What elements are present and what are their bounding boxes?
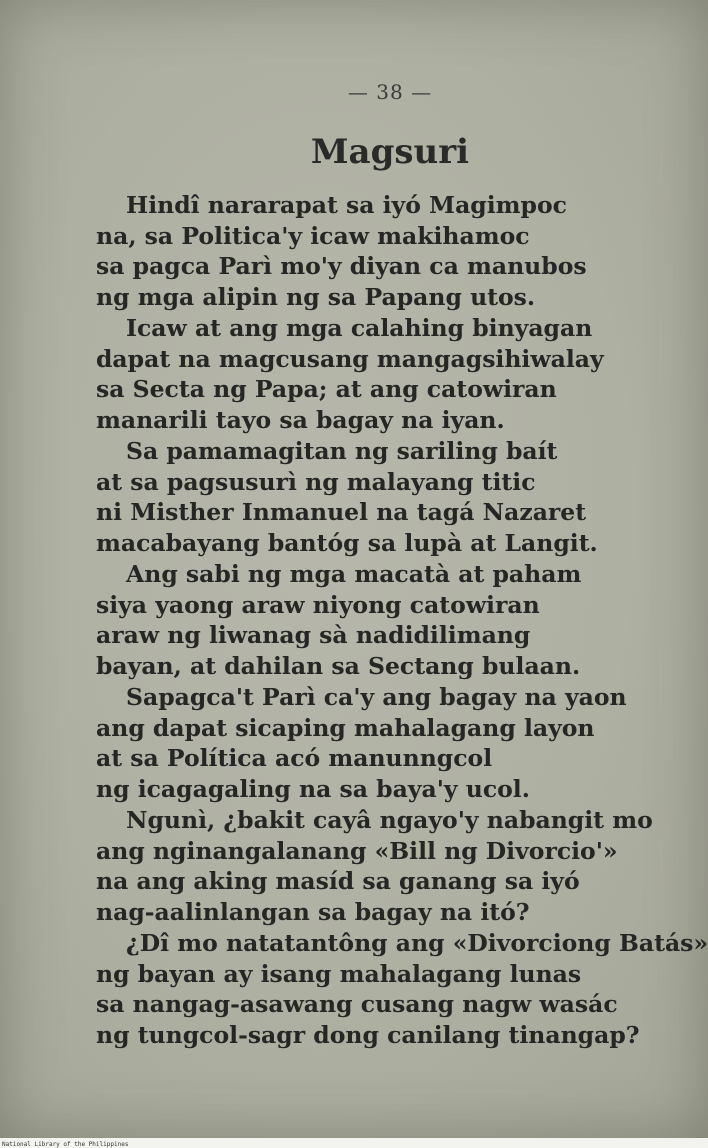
poem-line: at sa Política acó manunngcol [96,744,493,772]
poem-line: araw ng liwanag sà nadidilimang [96,621,531,649]
stanza-3 [96,436,656,558]
poem-line: ni Misther Inmanuel na tagá Nazaret [96,498,587,526]
stanza-2 [96,313,656,435]
stanza-4 [96,559,656,681]
poem-line: siya yaong araw niyong catowiran [96,590,540,619]
poem-line: Ngunì, ¿bakit cayâ ngayo'y nabangit mo [126,806,653,834]
poem-line: sa pagca Parì mo'y diyan ca manubos [96,252,587,280]
poem-line: at sa pagsusurì ng malayang titic [96,467,536,496]
poem-line: na, sa Politica'y icaw makihamoc [96,221,530,250]
poem-line: ng mga alipin ng sa Papang utos. [96,282,536,311]
poem-line: nag-aalinlangan sa bagay na itó? [96,897,530,926]
poem-line: bayan, at dahilan sa Sectang bulaan. [96,651,581,680]
library-credit: National Library of the Philippines [2,1141,129,1148]
stanza-7 [96,928,708,1050]
poem-line: ang dapat sicaping mahalagang layon [96,713,595,742]
poem-line: ¿Dî mo natatantông ang «Divorciong Batás» [126,929,708,957]
poem-line: Sapagca't Parì ca'y ang bagay na yaon [126,683,627,711]
page-number: — 38 — [347,80,433,104]
poem-title: Magsuri [310,132,470,172]
poem-line: ng bayan ay isang mahalagang lunas [96,959,582,988]
poem-line: ng icagagaling na sa baya'y ucol. [96,774,530,803]
poem-line: sa Secta ng Papa; at ang catowiran [96,375,557,403]
stanza-5 [96,682,656,804]
poem-line: na ang aking masíd sa ganang sa iyó [96,867,580,895]
stanza-1 [96,190,656,312]
poem-line: Sa pamamagitan ng sariling baít [126,437,558,465]
poem-line: Hindî nararapat sa iyó Magimpoc [126,191,567,219]
poem-line: manarili tayo sa bagay na iyan. [96,405,505,434]
poem-line: dapat na magcusang mangagsihiwalay [96,344,604,373]
poem-body [96,190,708,1051]
poem-line: ang nginangalanang «Bill ng Divorcio'» [96,836,618,865]
poem-line: ng tungcol-sagr dong canilang tinangap? [96,1020,640,1049]
poem-line: Ang sabi ng mga macatà at paham [126,560,582,588]
stanza-6 [96,805,656,927]
poem-line: Icaw at ang mga calahing binyagan [126,314,593,342]
poem-line: macabayang bantóg sa lupà at Langit. [96,528,598,557]
poem-line: sa nangag-asawang cusang nagw wasác [96,990,618,1018]
